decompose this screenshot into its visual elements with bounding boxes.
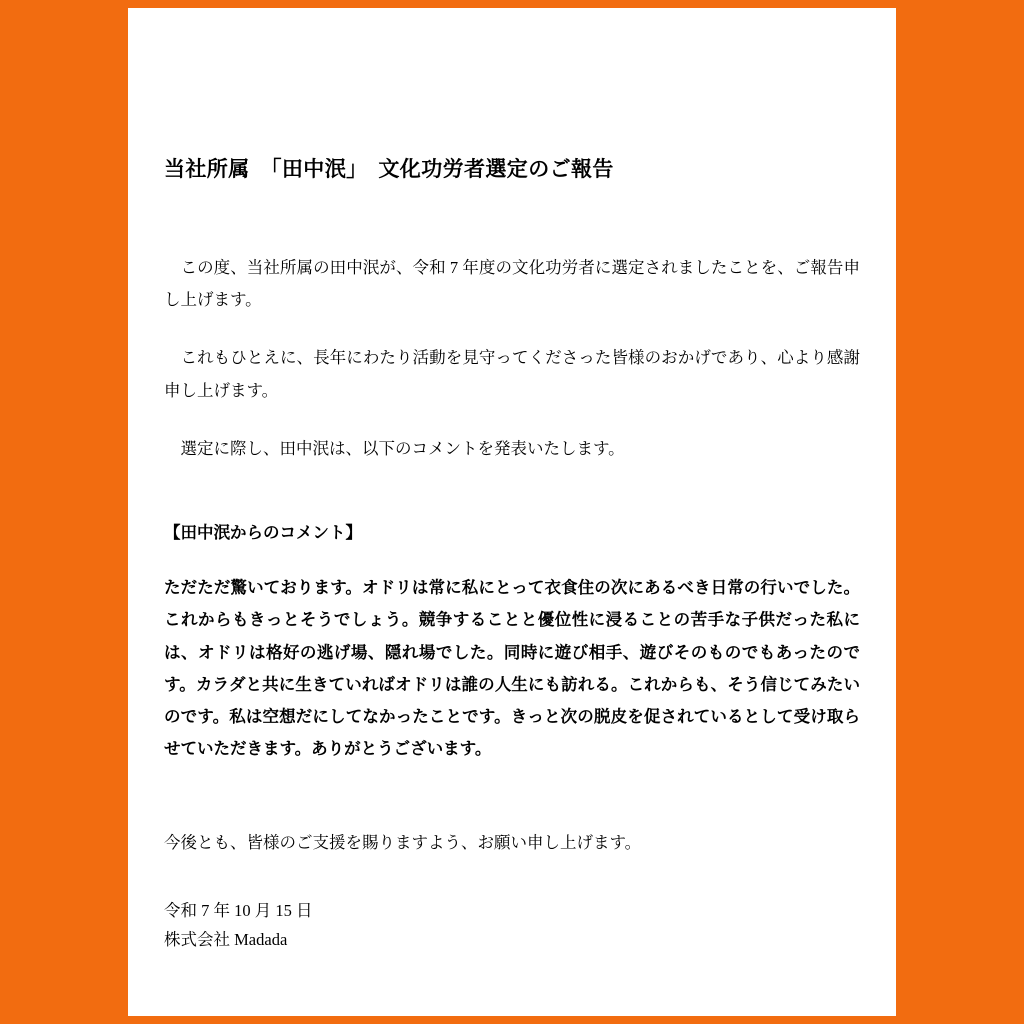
body-paragraph: 選定に際し、田中泯は、以下のコメントを発表いたします。 <box>180 438 625 458</box>
signature-block <box>164 897 860 955</box>
document-body <box>164 252 860 955</box>
document-page <box>128 8 896 1016</box>
body-paragraph: これもひとえに、長年にわたり活動を見守ってくださった皆様のおかげであり、心より感謝申し上げます。 <box>164 348 861 400</box>
page-title: 当社所属 「田中泯」 文化功労者選定のご報告 <box>164 157 614 182</box>
comment-heading: 【田中泯からのコメント】 <box>164 522 362 542</box>
comment-body-text: ただただ驚いております。オドリは常に私にとって衣食住の次にあるべき日常の行いでした。これからもきっとそうでしょう。競争することと優位性に浸ることの苦手な子供だった私には、オドリは格好の逃げ場、隠れ場でした。同時に遊び相手、遊びそのものでもあったのです。カラダと共に生きていればオドリは誰の人生にも訪れる。これからも、そう信じてみたいのです。私は空想だにしてなかったことです。きっと次の脱皮を促されているとして受け取らせていただきます。ありがとうございます。 <box>164 578 860 759</box>
closing-paragraph: 今後とも、皆様のご支援を賜りますよう、お願い申し上げます。 <box>164 833 642 853</box>
signature-date: 令和 7 年 10 月 15 日 <box>164 901 313 921</box>
body-paragraph: この度、当社所属の田中泯が、令和 7 年度の文化功労者に選定されましたことを、ご報告申し上げます。 <box>164 258 861 310</box>
document-content-area <box>164 8 860 1016</box>
signature-company: 株式会社 Madada <box>164 930 288 950</box>
